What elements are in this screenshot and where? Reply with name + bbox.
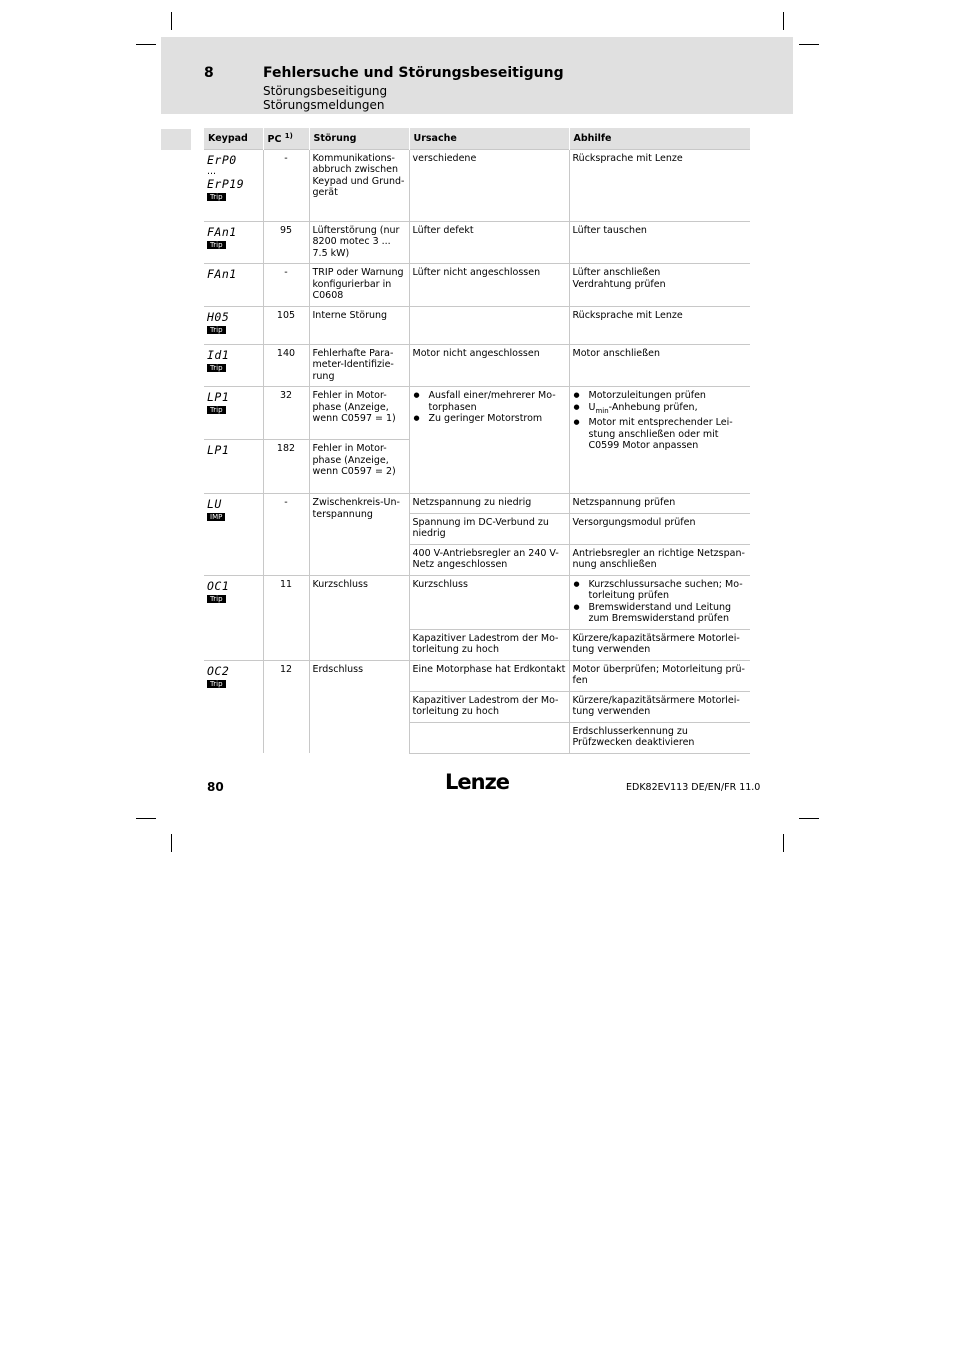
error-code: OC1 [207, 578, 230, 593]
ursache-cell: Netzspannung zu niedrig [409, 494, 569, 514]
abhilfe-cell: Lüfter tauschen [569, 221, 750, 264]
stoerung-cell: Fehler in Motor-phase (Anzeige, wenn C0597 = 1) [309, 387, 409, 440]
list-item: ● Zu geringer Motorstrom [413, 413, 566, 425]
trip-badge: Trip [207, 193, 226, 201]
pc-cell: 95 [263, 221, 309, 264]
crop-mark [136, 44, 156, 45]
pc-cell: 11 [263, 575, 309, 660]
trip-badge: Trip [207, 326, 226, 334]
ursache-cell: Kapazitiver Ladestrom der Mo-torleitung zu hoch [409, 691, 569, 722]
crop-mark [136, 818, 156, 819]
error-code: LU [207, 497, 222, 512]
fault-table [204, 128, 750, 754]
subsection-title: Störungsmeldungen [263, 98, 385, 112]
chapter-header [161, 37, 793, 114]
keypad-cell [204, 660, 263, 753]
list-item: ● Ausfall einer/mehrerer Mo-torphasen [413, 390, 566, 413]
table-header-row [204, 128, 750, 149]
list-item: ● Bremswiderstand und Leitung zum Bremswiderstand prüfen [573, 602, 748, 625]
stoerung-cell: Lüfterstörung (nur 8200 motec 3 ... 7.5 kW) [309, 221, 409, 264]
pc-cell: 182 [263, 440, 309, 494]
ursache-list [413, 390, 566, 425]
abhilfe-cell: Motor überprüfen; Motorleitung prü-fen [569, 660, 750, 691]
col-header-pc-label: PC [267, 134, 282, 146]
abhilfe-cell [569, 387, 750, 494]
crop-mark [783, 834, 784, 852]
ursache-cell [409, 387, 569, 494]
crop-mark [783, 12, 784, 30]
error-code: H05 [207, 309, 230, 324]
trip-badge: Trip [207, 364, 226, 372]
table-row [204, 344, 750, 387]
error-code: FAn1 [207, 224, 237, 239]
keypad-cell [204, 149, 263, 221]
table-row [204, 387, 750, 440]
table-row [204, 221, 750, 264]
col-header-keypad: Keypad [204, 128, 263, 149]
error-code: LP1 [207, 390, 230, 405]
footnote-marker: 1) [284, 132, 293, 140]
abhilfe-cell: Kürzere/kapazitätsärmere Motorlei-tung verwenden [569, 691, 750, 722]
side-tab [161, 129, 191, 150]
table-row [204, 494, 750, 514]
abhilfe-cell: Netzspannung prüfen [569, 494, 750, 514]
keypad-cell [204, 494, 263, 576]
ursache-cell: verschiedene [409, 149, 569, 221]
abhilfe-list [573, 579, 748, 625]
stoerung-cell: Interne Störung [309, 306, 409, 344]
keypad-cell [204, 221, 263, 264]
ursache-cell: Kapazitiver Ladestrom der Mo-torleitung zu hoch [409, 629, 569, 660]
trip-badge: Trip [207, 680, 226, 688]
keypad-cell [204, 344, 263, 387]
abhilfe-cell: Versorgungsmodul prüfen [569, 513, 750, 544]
keypad-cell [204, 387, 263, 440]
stoerung-cell: Zwischenkreis-Un-terspannung [309, 494, 409, 576]
stoerung-cell: Kommunikations-abbruch zwischen Keypad und Grund-gerät [309, 149, 409, 221]
lenze-logo: Lenze [445, 770, 510, 794]
chapter-title: Fehlersuche und Störungsbeseitigung [263, 65, 564, 81]
abhilfe-cell: Motor anschließen [569, 344, 750, 387]
pc-cell: 12 [263, 660, 309, 753]
error-code: LP1 [207, 443, 230, 458]
abhilfe-line: Lüfter anschließen [572, 267, 661, 279]
abhilfe-cell [569, 264, 750, 307]
ursache-cell: Lüfter nicht angeschlossen [409, 264, 569, 307]
pc-cell: - [263, 264, 309, 307]
table-row [204, 660, 750, 691]
crop-mark [171, 12, 172, 30]
table-row [204, 149, 750, 221]
error-code: FAn1 [207, 267, 237, 282]
ursache-cell [409, 722, 569, 753]
error-code: ErP0 [207, 152, 237, 167]
list-item: ● Motor mit entsprechender Lei-stung anschließen oder mit C0599 Motor anpassen [573, 417, 748, 452]
col-header-abhilfe: Abhilfe [569, 128, 750, 149]
keypad-cell [204, 306, 263, 344]
section-title: Störungsbeseitigung [263, 84, 388, 98]
abhilfe-line: Verdrahtung prüfen [572, 278, 666, 290]
abhilfe-cell: Kürzere/kapazitätsärmere Motorlei-tung verwenden [569, 629, 750, 660]
pc-cell: 140 [263, 344, 309, 387]
document-id: EDK82EV113 DE/EN/FR 11.0 [626, 782, 761, 793]
stoerung-cell: Fehlerhafte Para-meter-Identifizie-rung [309, 344, 409, 387]
error-code: Id1 [207, 347, 230, 362]
list-item [573, 402, 748, 417]
col-header-stoerung: Störung [309, 128, 409, 149]
table-row [204, 575, 750, 629]
keypad-cell [204, 264, 263, 307]
abhilfe-cell: Rücksprache mit Lenze [569, 306, 750, 344]
error-code: OC2 [207, 663, 230, 678]
chapter-number: 8 [204, 65, 214, 81]
list-item: ● Motorzuleitungen prüfen [573, 390, 748, 402]
ursache-cell: Kurzschluss [409, 575, 569, 629]
list-item: ● Kurzschlussursache suchen; Mo-torleitung prüfen [573, 579, 748, 602]
stoerung-cell: TRIP oder Warnung konfigurierbar in C0608 [309, 264, 409, 307]
stoerung-cell: Kurzschluss [309, 575, 409, 660]
crop-mark [799, 44, 819, 45]
pc-cell: 32 [263, 387, 309, 440]
table-row [204, 264, 750, 307]
keypad-cell [204, 440, 263, 494]
error-code: ErP19 [207, 176, 245, 191]
col-header-ursache: Ursache [409, 128, 569, 149]
abhilfe-list [573, 390, 748, 451]
text-fragment: U [588, 401, 596, 413]
pc-cell: - [263, 494, 309, 576]
text-fragment: -Anhebung prüfen, [608, 401, 698, 413]
abhilfe-cell [569, 575, 750, 629]
table-row [204, 306, 750, 344]
pc-cell: 105 [263, 306, 309, 344]
keypad-cell [204, 575, 263, 660]
crop-mark [799, 818, 819, 819]
trip-badge: Trip [207, 241, 226, 249]
ursache-cell: Motor nicht angeschlossen [409, 344, 569, 387]
trip-badge: Trip [207, 595, 226, 603]
page-number: 80 [207, 780, 224, 794]
abhilfe-cell: Antriebsregler an richtige Netzspan-nung anschließen [569, 544, 750, 575]
stoerung-cell: Fehler in Motor-phase (Anzeige, wenn C0597 = 2) [309, 440, 409, 494]
ursache-cell: 400 V-Antriebsregler an 240 V-Netz angeschlossen [409, 544, 569, 575]
trip-badge: Trip [207, 406, 226, 414]
ursache-cell: Lüfter defekt [409, 221, 569, 264]
abhilfe-cell: Erdschlusserkennung zu Prüfzwecken deaktivieren [569, 722, 750, 753]
crop-mark [171, 834, 172, 852]
abhilfe-cell: Rücksprache mit Lenze [569, 149, 750, 221]
ursache-cell [409, 306, 569, 344]
subscript: min [595, 406, 609, 415]
pc-cell: - [263, 149, 309, 221]
ursache-cell: Eine Motorphase hat Erdkontakt [409, 660, 569, 691]
stoerung-cell: Erdschluss [309, 660, 409, 753]
col-header-pc [263, 128, 309, 149]
range-dots: ... [207, 165, 217, 177]
ursache-cell: Spannung im DC-Verbund zu niedrig [409, 513, 569, 544]
imp-badge: IMP [207, 513, 225, 521]
